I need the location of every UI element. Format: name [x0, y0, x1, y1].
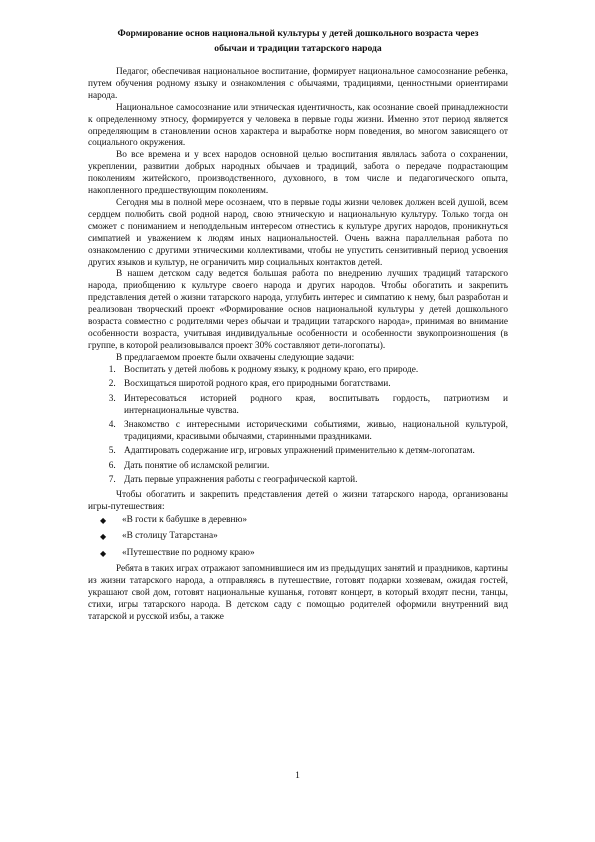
game-item: [100, 515, 508, 527]
title-line-1: Формирование основ национальной культуры у детей дошкольного возраста через: [117, 28, 479, 39]
page-number: 1: [295, 771, 300, 781]
title-line-2: обычаи и традиции татарского народа: [214, 43, 382, 54]
games-list: [88, 515, 508, 560]
task-item: 6. Дать понятие об исламской религии.: [118, 461, 508, 473]
closing-paragraph: Ребята в таких играх отражают запомнившиеся им из предыдущих занятий и праздников, картины из жизни татарского народа, а отправляясь в путешествие, готовят подарки хозяевам, ожидая гостей, украшают свой дом, готовят национальные кушанья, готовят концерт, в который входят песни, танцы, стихи, игры татарского народа. В детском саду с помощью родителей оформили внутренний вид татарской и русской избы, а также: [88, 564, 508, 622]
task-item: 7. Дать первые упражнения работы с географической картой.: [118, 475, 508, 487]
paragraph-1: Педагог, обеспечивая национальное воспитание, формирует национальное самосознание ребенка, путем обучения родному языку и ознакомления с обычаями, традициями, ценностными ориентирами народа.: [88, 67, 508, 101]
task-item: 2. Восхищаться широтой родного края, его природными богатствами.: [118, 379, 508, 391]
task-item: 1. Воспитать у детей любовь к родному языку, к родному краю, его природе.: [118, 365, 508, 377]
tasks-list: [88, 365, 508, 488]
diamond-bullet-icon: ◆: [100, 515, 107, 525]
game-item: [100, 531, 508, 543]
paragraph-3: Во все времена и у всех народов основной целью воспитания являлась забота о сохранении, укреплении, развитии добрых народных обычаев и традиций, забота о передаче подрастающим поколениям житейского, производственного, духовного, в том числе и педагогического опыта, накопленного предшествующим поколениям.: [88, 150, 508, 197]
games-intro: Чтобы обогатить и закрепить представления детей о жизни татарского народа, организованы игры-путешествия:: [88, 489, 508, 512]
game-item: [100, 548, 508, 560]
paragraph-2: Национальное самосознание или этническая идентичность, как осознание своей принадлежности к определенному этносу, формируется у человека в первые годы жизни. Именно этот период является определяющим в становлении основ характера и выработке норм поведения, во многом зависящего от социального окружения.: [88, 102, 508, 149]
paragraph-5: В нашем детском саду ведется большая работа по внедрению лучших традиций татарского народа, приобщению к культуре своего народа и других народов. Чтобы обогатить и закрепить представления детей о жизни татарского народа, углубить интерес и симпатию к нему, был разработан и реализован творческий проект «Формирование основ национальной культуры у детей дошкольного возраста совместно с родителями через обычаи и традиции татарского народа», принимая во внимание особенности возраста, учитывая индивидуальные особенности и особенности звукопроизношения (в группе, в которой реализовывался проект 30% составляют дети-логопаты).: [88, 269, 508, 351]
diamond-bullet-icon: ◆: [100, 532, 107, 542]
game-item-label: «В гости к бабушке в деревню»: [122, 514, 248, 525]
diamond-bullet-icon: ◆: [100, 548, 107, 558]
document-title: [88, 26, 508, 56]
game-item-label: «Путешествие по родному краю»: [122, 547, 255, 558]
task-item: 5. Адаптировать содержание игр, игровых упражнений применительно к детям-логопатам.: [118, 446, 508, 458]
task-item: 3. Интересоваться историей родного края, воспитывать гордость, патриотизм и интернациональные чувства.: [118, 394, 508, 418]
task-item: 4. Знакомство с интересными историческими событиями, живью, национальной культурой, традициями, красивыми обычаями, старинными праздниками.: [118, 420, 508, 444]
paragraph-4: Сегодня мы в полной мере осознаем, что в первые годы жизни человек должен всей душой, всем сердцем полюбить свой родной народ, свою этническую и национальную культуру. Только тогда он сможет с пониманием и неподдельным интересом отнестись к культуре других народов, проникнуться симпатией и уважением к людям иных национальностей. Очень важна параллельная работа по ознакомлению с другими этническими коллективами, чтобы не упустить сензитивный период усвоения других языков и культур, не ограничить мир социальных контактов детей.: [88, 197, 508, 268]
document-page: [88, 26, 508, 624]
tasks-intro: В предлагаемом проекте были охвачены следующие задачи:: [116, 352, 355, 363]
game-item-label: «В столицу Татарстана»: [122, 531, 218, 542]
